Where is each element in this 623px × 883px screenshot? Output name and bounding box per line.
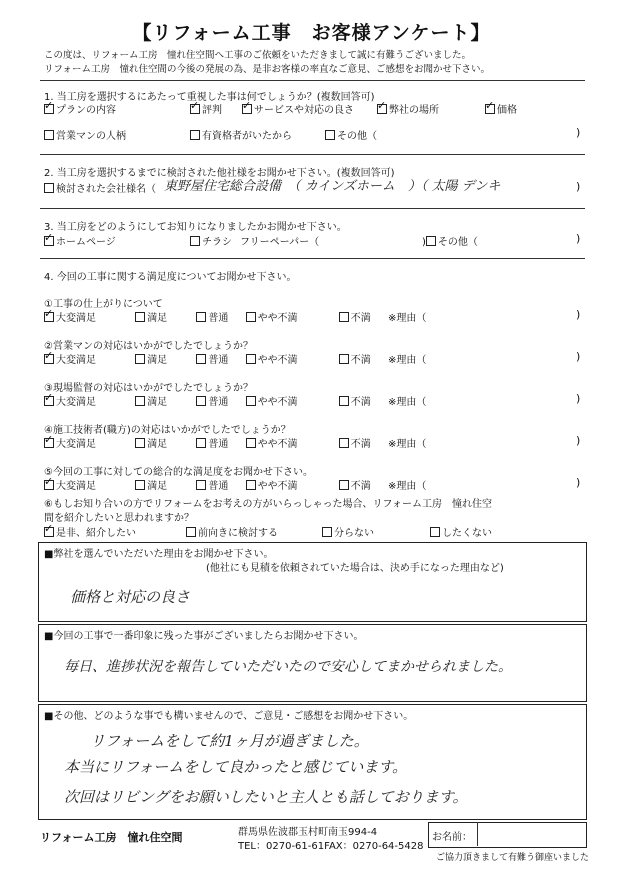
checkbox-icon[interactable] (135, 354, 145, 364)
q4-item-4-label: ④施工技術者(職方)の対応はいかがでしたでしょうか？ (44, 425, 291, 436)
reason-box-subtitle: (他社にも見積を依頼されていた場合は、決め手になった理由など) (206, 563, 504, 574)
checkbox-icon[interactable] (196, 396, 206, 406)
checkbox-icon[interactable] (44, 236, 54, 246)
checkbox-icon[interactable] (44, 396, 54, 406)
checkbox-icon[interactable] (44, 354, 54, 364)
q6-line-2: 間を紹介したいと思われますか？ (44, 513, 194, 524)
checkbox-icon[interactable] (196, 312, 206, 322)
checkbox-icon[interactable] (44, 312, 54, 322)
name-label: お名前： (432, 832, 472, 843)
checkbox-icon[interactable] (430, 527, 440, 537)
divider (477, 822, 478, 846)
checkbox-icon[interactable] (196, 480, 206, 490)
q2-handwritten-answer: 東野屋住宅総合設備 （ カインズホーム ）（ 太陽 デンキ (164, 179, 501, 194)
checkbox-icon[interactable] (186, 527, 196, 537)
close-paren: ) (576, 126, 581, 139)
checkbox-icon[interactable] (377, 104, 387, 114)
q4-item-3-options[interactable]: ✓大変満足 満足 普通 やや不満 不満 ※理由（ (44, 393, 426, 408)
close-paren: ) (576, 350, 581, 363)
q1-option-price[interactable]: ✓ 価格 (485, 101, 517, 116)
q4-item-3-label: ③現場監督の対応はいかがでしたでしょうか？ (44, 383, 253, 394)
checkbox-icon[interactable] (485, 104, 495, 114)
intro-line-1: この度は、リフォーム工房 憧れ住空間へ工事のご依頼をいただきまして誠に有難うございました。 (44, 50, 472, 61)
comments-box-title: ■その他、どのような事でも構いませんので、ご意見・ご感想をお聞かせ下さい。 (44, 711, 414, 722)
q4-item-5-options[interactable]: ✓大変満足 満足 普通 やや不満 不満 ※理由（ (44, 477, 426, 492)
q3-option-homepage[interactable]: ✓ホームページ (44, 233, 116, 248)
checkbox-icon[interactable] (339, 312, 349, 322)
q1-option-location[interactable]: ✓ 弊社の場所 (377, 101, 439, 116)
q6-option-no[interactable]: したくない (430, 524, 492, 539)
checkbox-icon[interactable] (135, 438, 145, 448)
comments-answer-line-2[interactable]: 本当にリフォームをして良かったと感じています。 (64, 758, 408, 776)
q1-option-plan[interactable]: ✓プランの内容 (44, 101, 116, 116)
comments-answer-line-3[interactable]: 次回はリビングをお願いしたいと主人とも話しております。 (64, 788, 468, 806)
checkbox-icon[interactable] (135, 480, 145, 490)
checkbox-icon[interactable] (246, 480, 256, 490)
checkbox-icon[interactable] (44, 104, 54, 114)
close-paren: ) (576, 232, 581, 245)
q3-label: 3. 当工房をどのようにしてお知りになりましたかお聞かせ下さい。 (44, 222, 347, 233)
checkbox-icon[interactable] (44, 183, 54, 193)
checkbox-icon[interactable] (44, 438, 54, 448)
q3-option-flyer[interactable]: チラシ (190, 233, 232, 248)
checkbox-icon[interactable] (242, 104, 252, 114)
divider (40, 258, 585, 259)
q6-line-1: ⑥もしお知り合いの方でリフォームをお考えの方がいらっしゃった場合、リフォーム工房 憧れ住空 (44, 499, 492, 510)
comments-answer-line-1[interactable]: リフォームをして約1ヶ月が過ぎました。 (90, 732, 369, 750)
q6-option-recommend[interactable]: ✓是非、紹介したい (44, 524, 136, 539)
checkbox-icon[interactable] (44, 130, 54, 140)
impression-box-title: ■今回の工事で一番印象に残った事がございましたらお聞かせ下さい。 (44, 631, 364, 642)
q1-label: 1. 当工房を選択するにあたって重視した事は何でしょうか？(複数回答可) (44, 92, 375, 103)
checkbox-icon[interactable] (325, 130, 335, 140)
checkbox-icon[interactable] (246, 396, 256, 406)
close-paren: ) (576, 392, 581, 405)
q4-item-4-options[interactable]: ✓大変満足 満足 普通 やや不満 不満 ※理由（ (44, 435, 426, 450)
q4-item-1-options[interactable]: ✓大変満足 満足 普通 やや不満 不満 ※理由（ (44, 309, 426, 324)
close-paren: ) (576, 180, 581, 193)
close-paren: ) (576, 476, 581, 489)
checkbox-icon[interactable] (190, 104, 200, 114)
divider (40, 80, 585, 81)
reason-answer[interactable]: 価格と対応の良さ (70, 588, 191, 606)
checkbox-icon[interactable] (246, 438, 256, 448)
checkbox-icon[interactable] (246, 312, 256, 322)
intro-line-2: リフォーム工房 憧れ住空間の今後の発展の為、是非お客様の率直なご意見、ご感想をお聞かせ下さい。 (44, 64, 491, 75)
q4-item-5-label: ⑤今回の工事に対しての総合的な満足度をお聞かせ下さい。 (44, 467, 313, 478)
q4-item-2-label: ②営業マンの対応はいかがでしたでしょうか？ (44, 341, 253, 352)
q1-option-other[interactable]: その他（ (325, 127, 377, 142)
checkbox-icon[interactable] (339, 438, 349, 448)
footer-address: 群馬県佐波郡玉村町南玉994-4 (238, 827, 378, 838)
page-title: 【リフォーム工事 お客様アンケート】 (132, 22, 491, 44)
impression-answer[interactable]: 毎日、進捗状況を報告していただいたので安心してまかせられました。 (64, 659, 512, 675)
q3-option-other[interactable]: ) その他（ (422, 237, 478, 248)
checkbox-icon[interactable] (135, 396, 145, 406)
q1-option-qualified[interactable]: 有資格者がいたから (190, 127, 292, 142)
footer-contact: TEL：0270-61-61FAX：0270-64-5428 (238, 841, 424, 852)
checkbox-icon[interactable] (196, 438, 206, 448)
footer-company: リフォーム工房 憧れ住空間 (40, 831, 183, 844)
close-paren: ) (576, 434, 581, 447)
divider (40, 154, 585, 155)
q6-option-unsure[interactable]: 分らない (322, 524, 374, 539)
checkbox-icon[interactable] (339, 480, 349, 490)
checkbox-icon[interactable] (196, 354, 206, 364)
close-paren: ) (576, 308, 581, 321)
q2-label: 2. 当工房を選択するまでに検討された他社様をお聞かせ下さい。(複数回答可) (44, 168, 395, 179)
checkbox-icon[interactable] (339, 396, 349, 406)
q4-item-2-options[interactable]: ✓大変満足 満足 普通 やや不満 不満 ※理由（ (44, 351, 426, 366)
q3-option-freepaper[interactable]: フリーペーパー（ (240, 237, 320, 248)
q1-option-salesman[interactable]: 営業マンの人柄 (44, 127, 126, 142)
checkbox-icon[interactable] (339, 354, 349, 364)
checkbox-icon[interactable] (190, 130, 200, 140)
checkbox-icon[interactable] (44, 480, 54, 490)
q1-option-reputation[interactable]: ✓ 評判 (190, 101, 222, 116)
q2-option-companies[interactable]: 検討された会社様名（ (44, 180, 156, 195)
checkbox-icon[interactable] (322, 527, 332, 537)
q4-item-1-label: ①工事の仕上がりについて (44, 299, 163, 310)
q1-option-service[interactable]: ✓ サービスや対応の良さ (242, 101, 354, 116)
q4-label: 4. 今回の工事に関する満足度についてお聞かせ下さい。 (44, 272, 297, 283)
divider (40, 208, 585, 209)
q6-option-consider[interactable]: 前向きに検討する (186, 524, 278, 539)
checkbox-icon[interactable] (426, 236, 436, 246)
reason-box-title: ■弊社を選んでいただいた理由をお聞かせ下さい。 (44, 549, 274, 560)
checkbox-icon[interactable] (190, 236, 200, 246)
footer-thanks: ご協力頂きまして有難う御座いました (436, 853, 590, 863)
checkbox-icon[interactable] (246, 354, 256, 364)
checkbox-icon[interactable] (135, 312, 145, 322)
checkbox-icon[interactable] (44, 527, 54, 537)
